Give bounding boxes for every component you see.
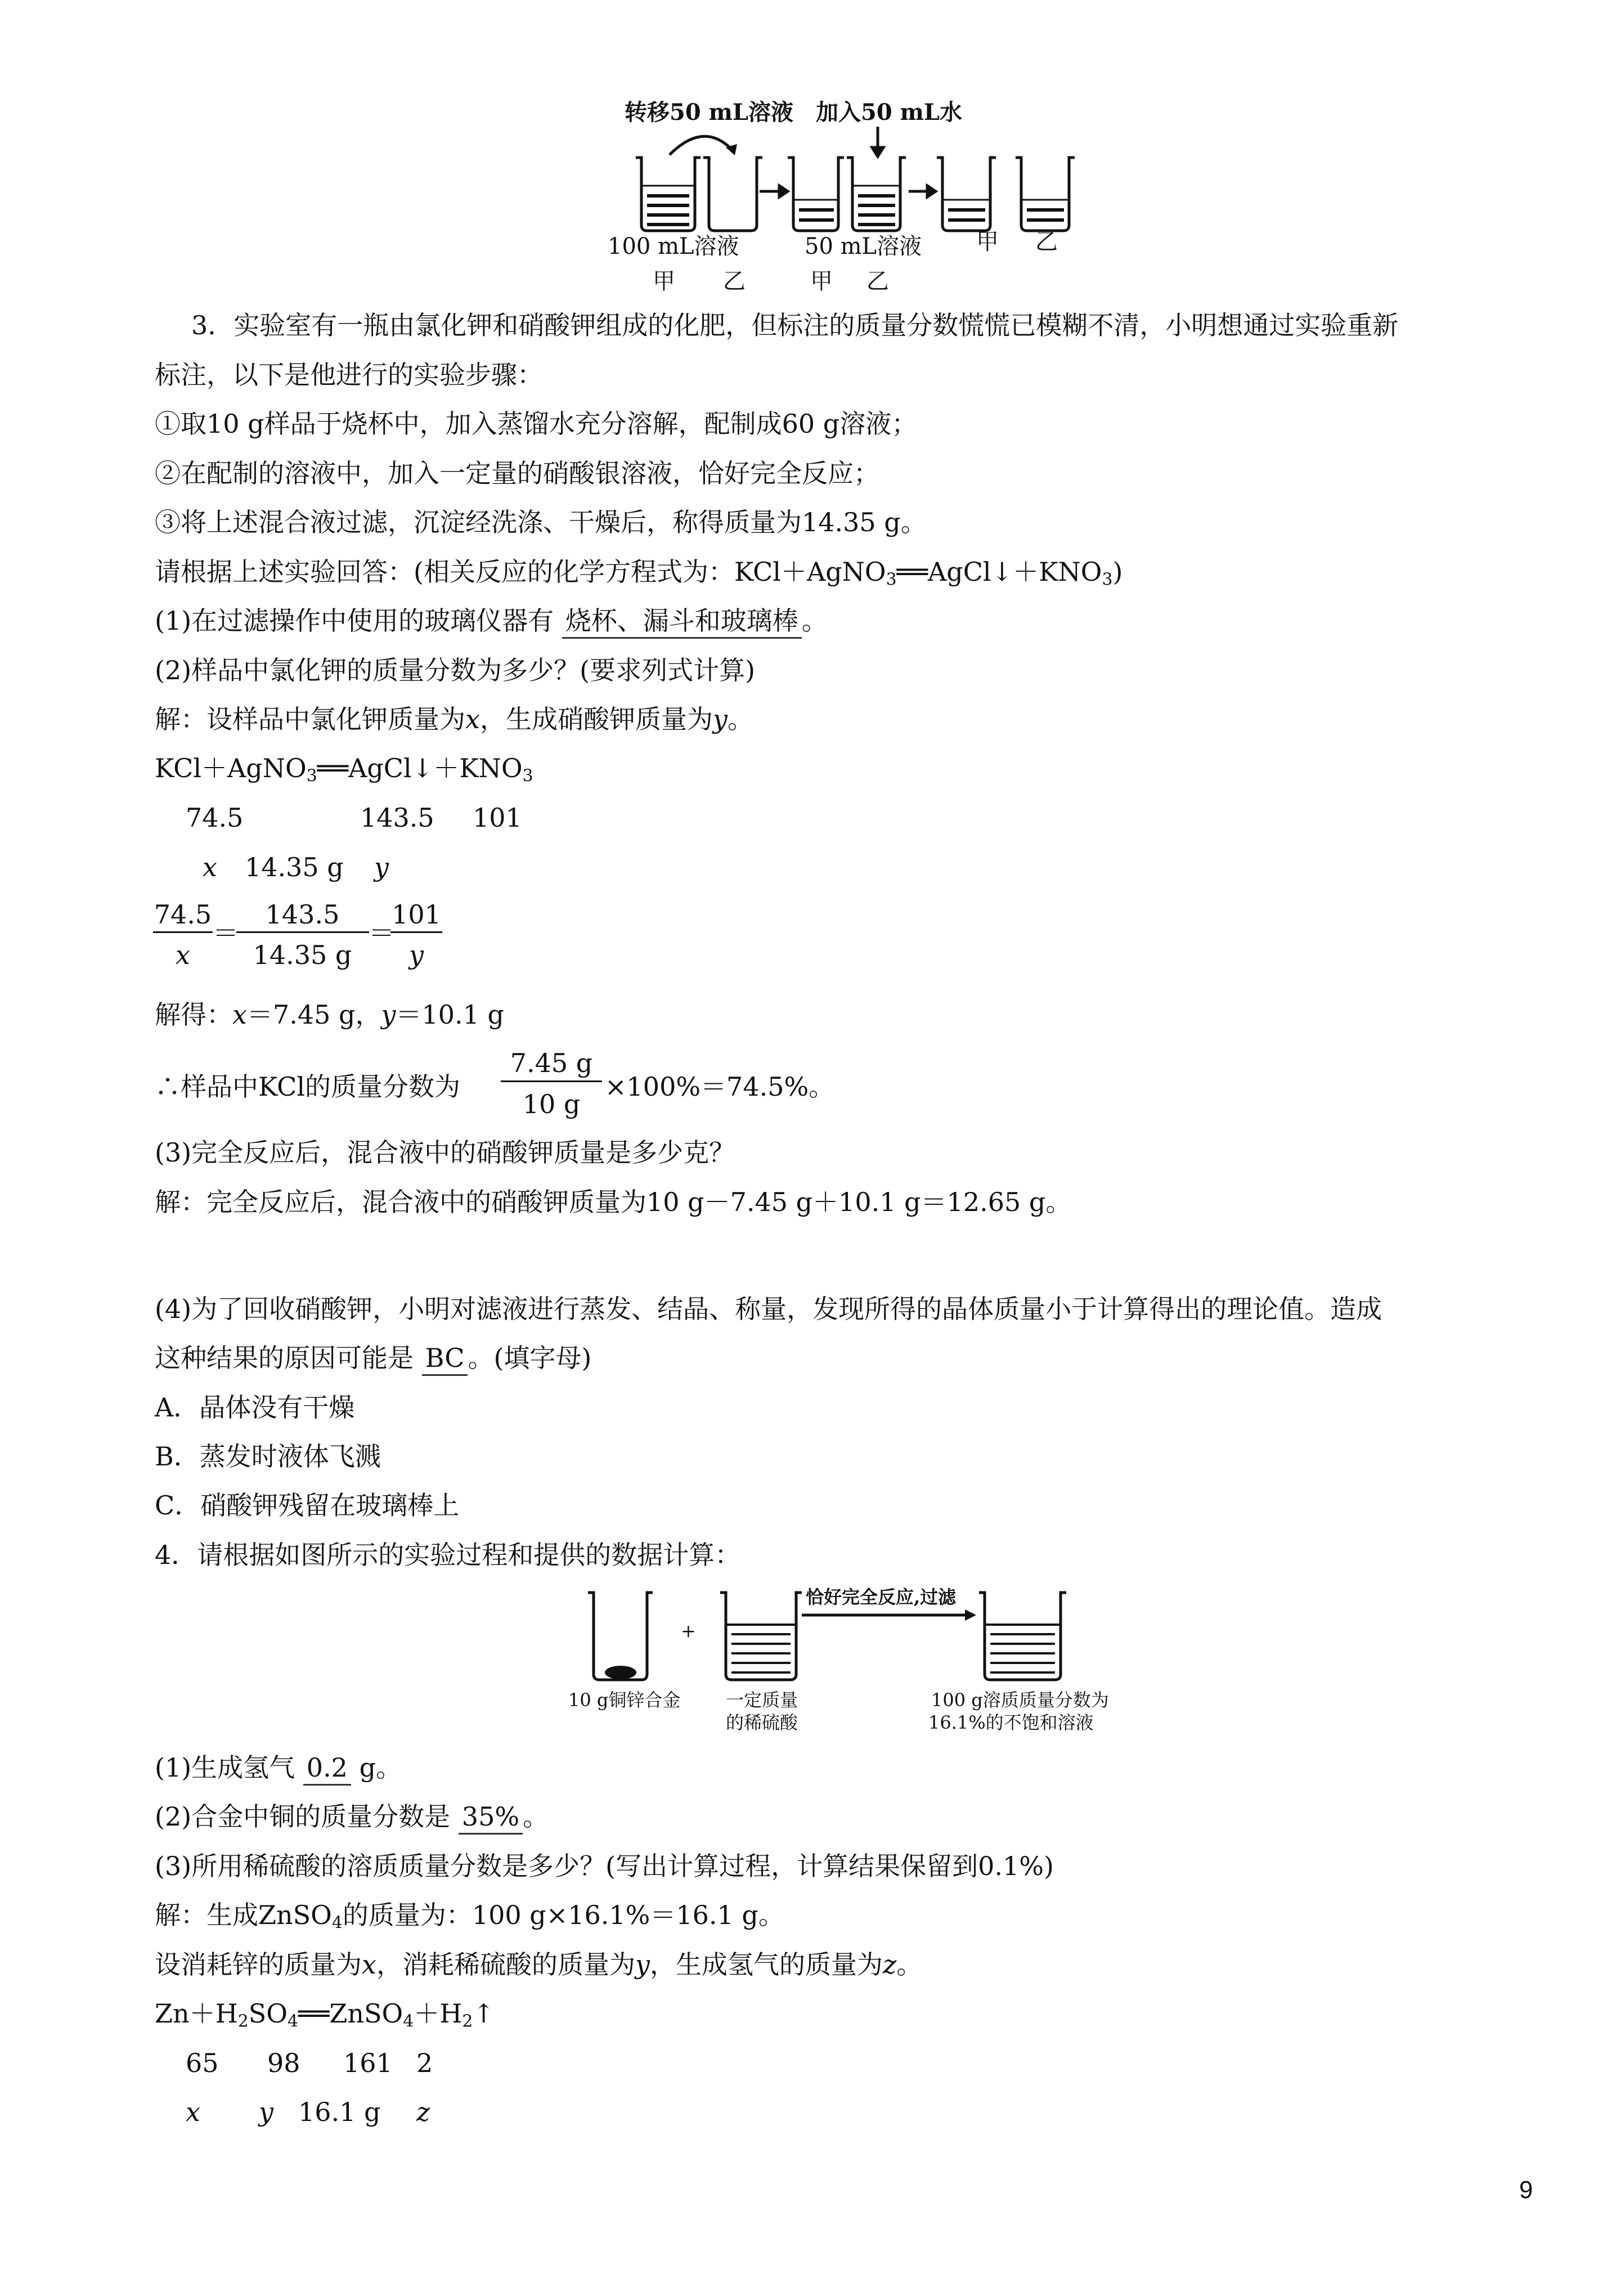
beaker-name: 乙 [1035,229,1058,255]
alloy-pile [605,1666,636,1679]
q3-percent-result: ×100%＝74.5%。 [605,1071,835,1102]
q3-option-c: C．硝酸钾残留在玻璃棒上 [155,1490,460,1521]
q4-solution-2: 设消耗锌的质量为x，消耗稀硫酸的质量为y，生成氢气的质量为z。 [155,1949,923,1980]
beaker-solution [979,1593,1066,1680]
q3-reaction-equation: $KCl+AgNO_3══AgCl↓+KNO_3$ [155,753,533,786]
q3-var-x: x [203,852,217,882]
q3-frac1-bar [153,931,213,933]
q4-label-alloy: 10 g铜锌合金 [568,1689,681,1711]
q3-answer-1: 烧杯、漏斗和玻璃棒 [562,606,802,639]
q4-label-solution-1: 100 g溶质质量分数为 [931,1689,1109,1711]
q3-mass-agcl: 143.5 [360,802,434,833]
q4-mass-h2so4: 98 [267,2048,300,2078]
beaker-name: 乙 [866,268,889,294]
q3-frac1-den: x [176,940,190,970]
q3-frac2-num: 143.5 [265,899,340,930]
q4-mass-h2: 2 [416,2048,433,2078]
q3-frac2-den: 14.35 g [253,940,352,970]
beaker-name: 甲 [653,268,675,294]
q4-answer-1: 0.2 [303,1752,351,1786]
q4-var-y: y [259,2097,273,2127]
q4-intro: 4．请根据如图所示的实验过程和提供的数据计算： [155,1540,741,1570]
q3-option-b: B．蒸发时液体飞溅 [155,1441,381,1472]
q3-part-3-solution: 解：完全反应后，混合液中的硝酸钾质量为10 g－7.45 g＋10.1 g＝12.65 g。 [155,1187,1072,1217]
page-number: 9 [1519,2176,1533,2204]
q3-answer-4: BC [422,1343,468,1376]
beaker-name: 甲 [976,229,999,255]
q4-mass-zn: 65 [186,2048,219,2078]
q4-part-2: (2)合金中铜的质量分数是 35% 。 [155,1804,549,1829]
q4-part-1: (1)生成氢气 0.2 g。 [155,1755,402,1781]
q3-var-y: y [374,852,389,882]
q3-part-1: (1)在过滤操作中使用的玻璃仪器有 烧杯、漏斗和玻璃棒 。 [155,608,828,634]
beaker-label-50ml: 50 mL溶液 [805,234,922,259]
q3-percent-num: 7.45 g [510,1048,593,1078]
q3-percent-text: ∴样品中KCl的质量分数为 [155,1071,461,1102]
q4-plus-sign: + [681,1620,696,1642]
q3-part-4-line2: 这种结果的原因可能是 BC 。(填字母) [155,1345,591,1371]
q3-frac2-bar [236,931,369,933]
q4-arrow-label: 恰好完全反应,过滤 [806,1586,957,1608]
q3-frac3-den: y [409,940,424,970]
q4-solution-1: 解：生成ZnSO$_4$的质量为：100 g×16.1%＝16.1 g。 [155,1900,784,1933]
q3-part-4-line1: (4)为了回收硝酸钾，小明对滤液进行蒸发、结晶、称量，发现所得的晶体质量小于计算得出的理论值。造成 [155,1294,1382,1324]
q3-option-a: A．晶体没有干燥 [155,1392,355,1423]
q3-mass-kno3: 101 [473,802,522,833]
q3-part-3: (3)完全反应后，混合液中的硝酸钾质量是多少克？ [155,1137,735,1168]
arrow-label-transfer: 转移50 mL溶液 [625,99,794,125]
q3-frac1-num: 74.5 [154,899,212,930]
q3-percent-den: 10 g [522,1089,581,1119]
q3-part-2: (2)样品中氯化钾的质量分数为多少？(要求列式计算) [155,655,756,685]
q4-var-znso4: 16.1 g [298,2097,381,2127]
q3-intro-line1: 3．实验室有一瓶由氯化钾和硝酸钾组成的化肥，但标注的质量分数慌慌已模糊不清，小明想通过实验重新 [191,310,1399,340]
q3-var-agcl: 14.35 g [245,852,344,882]
q4-answer-2: 35% [459,1801,523,1835]
q3-eq-sign-1: ＝ [213,918,239,948]
q3-ask-equation: 请根据上述实验回答：(相关反应的化学方程式为：$KCl+AgNO_3══AgCl↓+KNO_3$) [155,557,1123,590]
q4-var-z: z [416,2097,430,2127]
q3-step-3: ③将上述混合液过滤，沉淀经洗涤、干燥后，称得质量为14.35 g。 [155,507,927,537]
q4-label-solution-2: 16.1%的不饱和溶液 [928,1712,1094,1733]
q4-reaction-equation: $Zn+H_2SO_4══ZnSO_4+H_2↑$ [155,1998,495,2032]
beaker-yi-1 [703,158,762,231]
q3-solution-setup: 解：设样品中氯化钾质量为x，生成硝酸钾质量为y。 [155,704,753,734]
q3-eq-sign-2: ＝ [369,918,394,948]
q4-var-x: x [186,2097,200,2127]
q3-frac3-num: 101 [392,899,441,930]
beaker-name: 甲 [810,268,833,294]
beaker-name: 乙 [723,268,746,294]
beaker-acid [720,1593,802,1680]
q4-label-acid-2: 的稀硫酸 [726,1712,798,1733]
q3-intro-line2: 标注，以下是他进行的实验步骤： [155,360,543,390]
q4-part-3: (3)所用稀硫酸的溶质质量分数是多少？(写出计算过程，计算结果保留到0.1%) [155,1851,1054,1881]
q3-percent-bar [501,1080,602,1082]
q3-step-1: ①取10 g样品于烧杯中，加入蒸馏水充分溶解，配制成60 g溶液； [155,409,918,439]
arrow-label-add-water: 加入50 mL水 [816,99,963,125]
beaker-label-100ml: 100 mL溶液 [608,234,739,259]
q3-step-2: ②在配制的溶液中，加入一定量的硝酸银溶液，恰好完全反应； [155,458,879,488]
q4-label-acid-1: 一定质量 [726,1689,798,1711]
q4-mass-znso4: 161 [343,2048,393,2078]
q3-frac3-bar [390,931,442,933]
transfer-arrow [670,136,731,155]
q3-mass-kcl: 74.5 [186,802,244,833]
q3-result: 解得：x＝7.45 g，y＝10.1 g [155,999,504,1030]
